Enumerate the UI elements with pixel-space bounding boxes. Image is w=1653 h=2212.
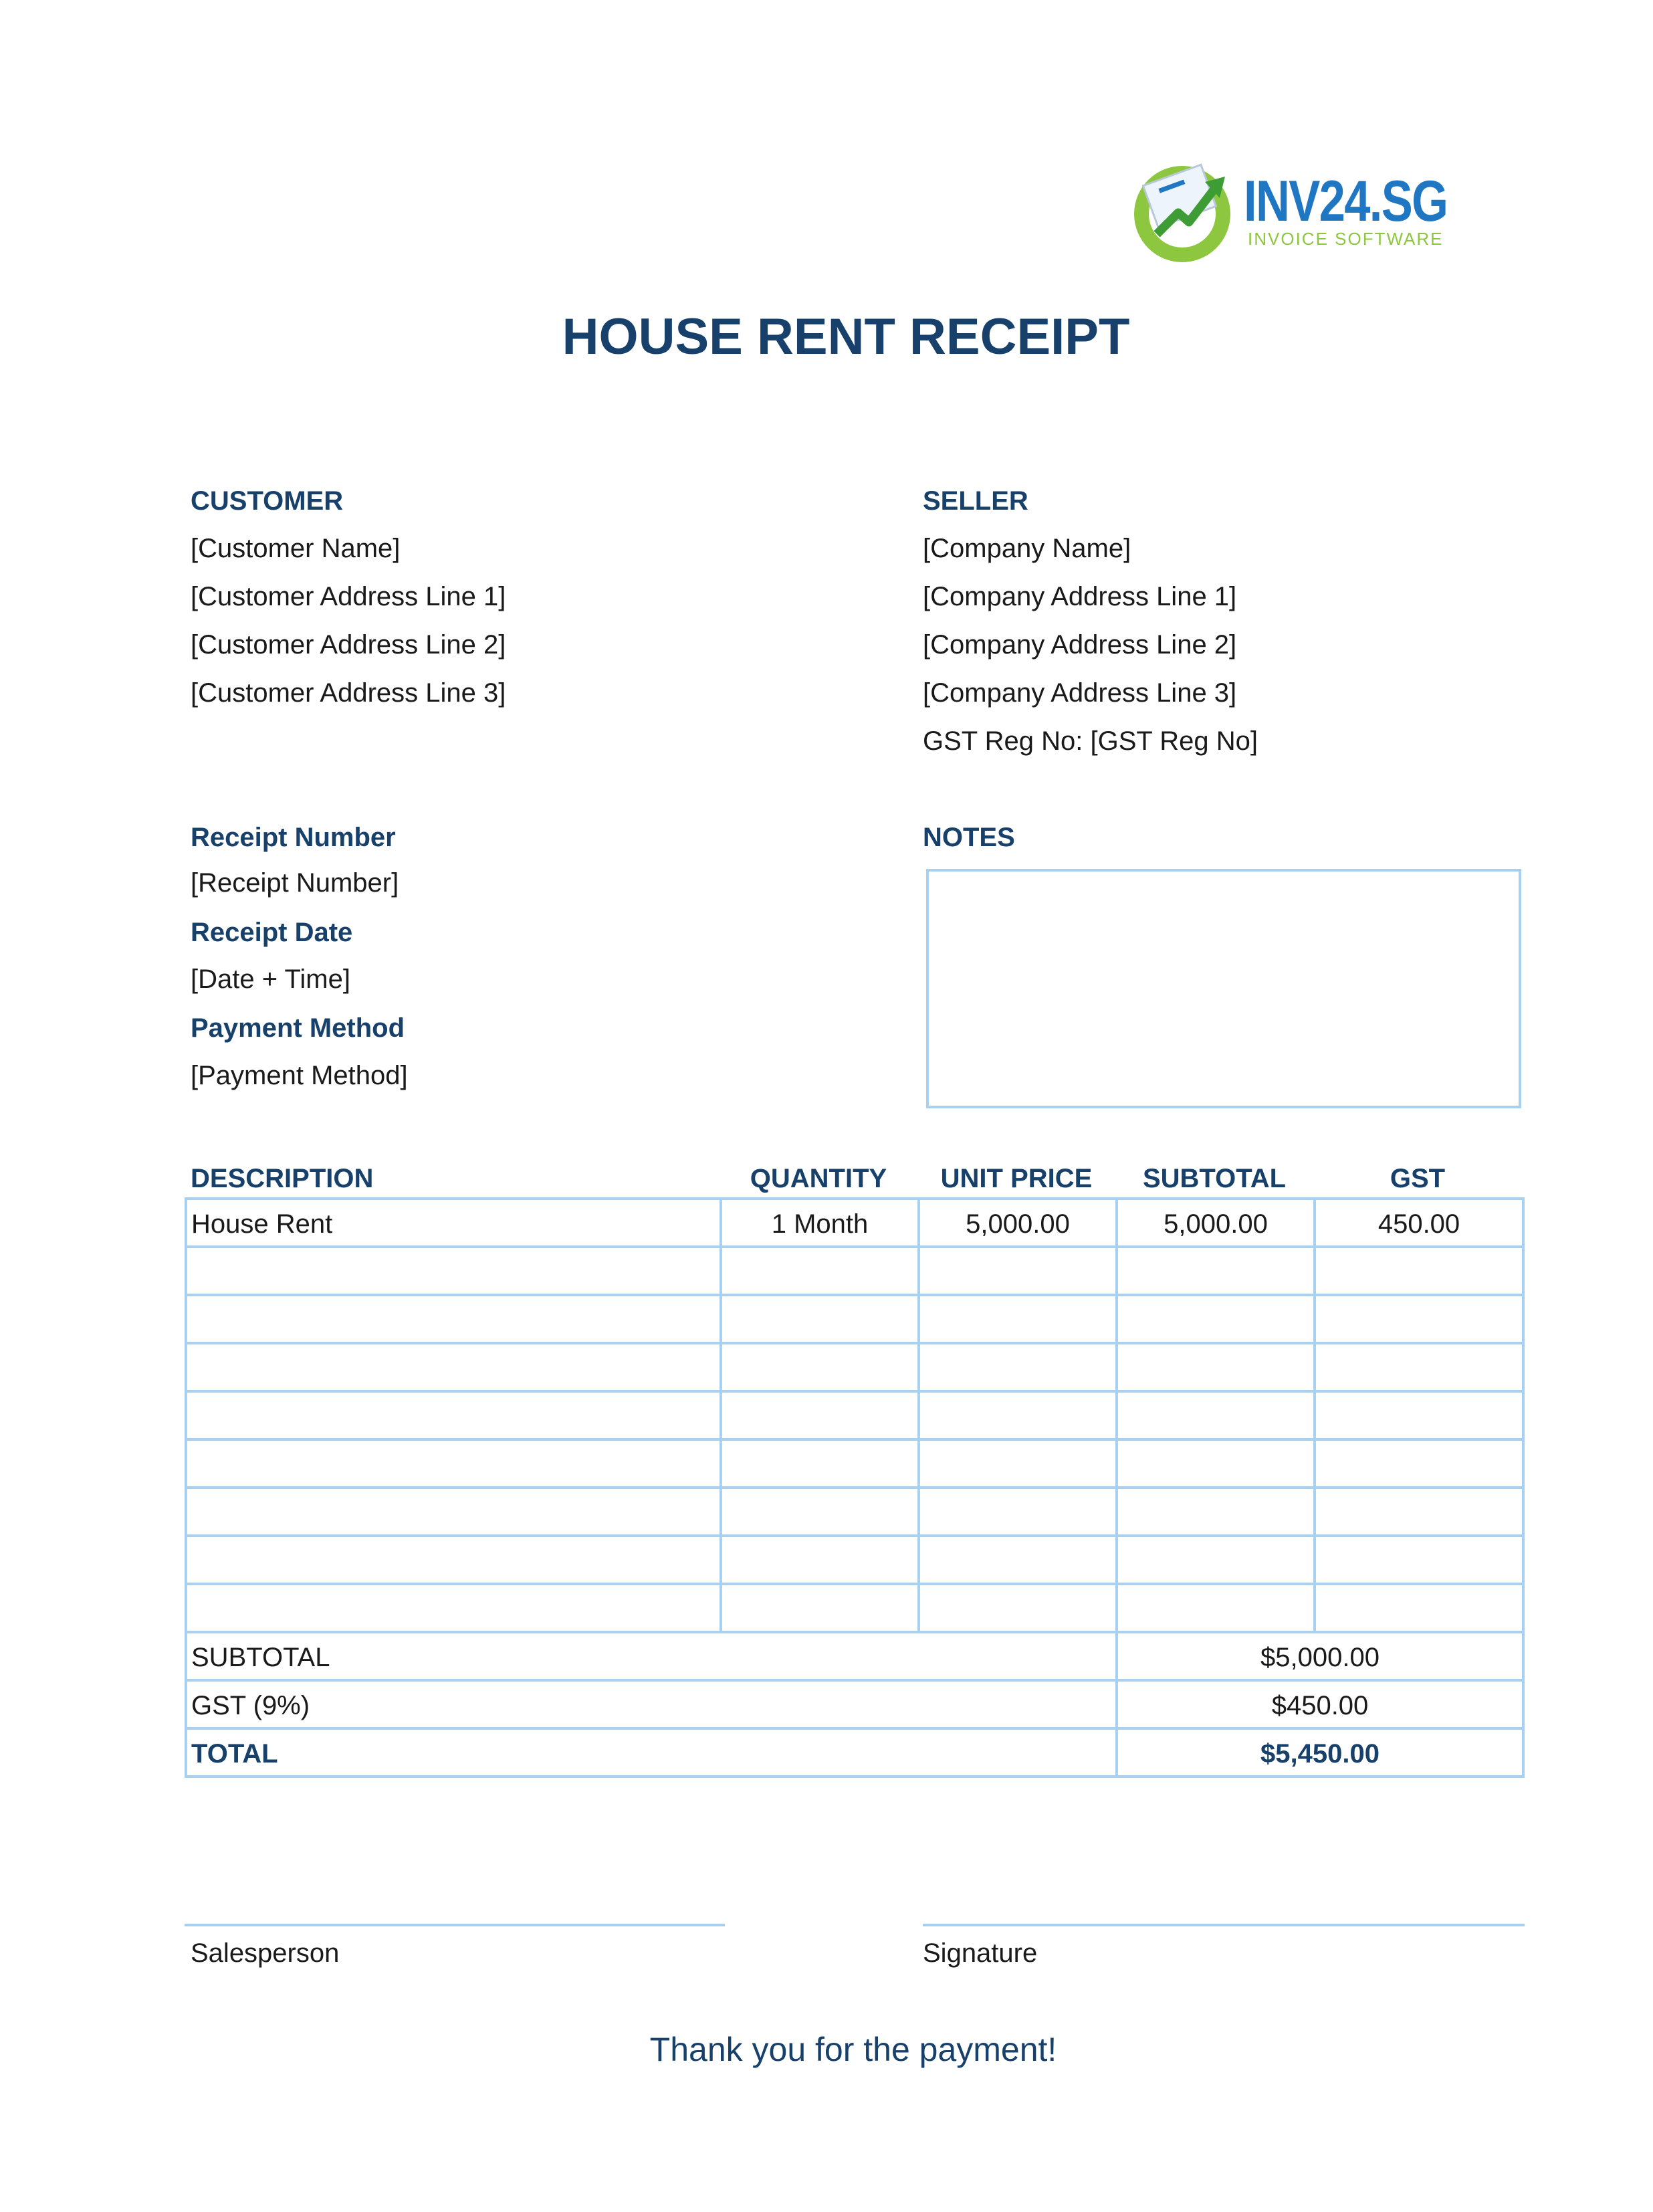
receipt-number-label: Receipt Number [191,823,396,852]
salesperson-line [185,1924,725,1926]
payment-method-label: Payment Method [191,1013,405,1043]
page-title: HOUSE RENT RECEIPT [562,308,1130,365]
item-quantity: 1 Month [771,1209,869,1239]
column-header-description: DESCRIPTION [191,1164,374,1193]
logo-emblem-icon [1130,155,1244,269]
item-description: House Rent [191,1209,333,1239]
customer-address-line-2: [Customer Address Line 2] [191,630,506,660]
seller-address-line-1: [Company Address Line 1] [923,582,1237,611]
logo-tagline: INVOICE SOFTWARE [1248,229,1444,249]
customer-address-line-1: [Customer Address Line 1] [191,582,506,611]
seller-address-line-2: [Company Address Line 2] [923,630,1237,660]
seller-address-line-3: [Company Address Line 3] [923,678,1237,708]
item-gst: 450.00 [1378,1209,1460,1239]
item-unit-price: 5,000.00 [966,1209,1070,1239]
item-subtotal: 5,000.00 [1164,1209,1268,1239]
customer-heading: CUSTOMER [191,486,344,516]
gst-value: $450.00 [1271,1691,1369,1720]
seller-company-name: [Company Name] [923,534,1131,563]
customer-address-line-3: [Customer Address Line 3] [191,678,506,708]
subtotal-label: SUBTOTAL [191,1643,330,1672]
payment-method-value: [Payment Method] [191,1061,408,1090]
salesperson-label: Salesperson [191,1938,340,1968]
thank-you-message: Thank you for the payment! [649,2031,1057,2068]
total-value: $5,450.00 [1260,1739,1380,1769]
notes-text [929,872,1519,890]
logo-brand-text: INV24.SG [1244,169,1448,233]
notes-box[interactable] [926,869,1521,1108]
seller-gst-reg-no: GST Reg No: [GST Reg No] [923,726,1258,756]
company-logo [1130,155,1478,269]
notes-heading: NOTES [923,823,1015,852]
signature-line [923,1924,1525,1926]
customer-name: [Customer Name] [191,534,401,563]
subtotal-value: $5,000.00 [1260,1643,1380,1672]
receipt-date-label: Receipt Date [191,918,353,947]
signature-label: Signature [923,1938,1038,1968]
gst-label: GST (9%) [191,1691,310,1720]
receipt-date-value: [Date + Time] [191,965,350,994]
receipt-number-value: [Receipt Number] [191,868,399,898]
total-label: TOTAL [191,1739,278,1769]
column-header-quantity: QUANTITY [750,1164,887,1193]
seller-heading: SELLER [923,486,1028,516]
column-header-subtotal: SUBTOTAL [1142,1164,1287,1193]
column-header-unit-price: UNIT PRICE [940,1164,1093,1193]
column-header-gst: GST [1390,1164,1446,1193]
